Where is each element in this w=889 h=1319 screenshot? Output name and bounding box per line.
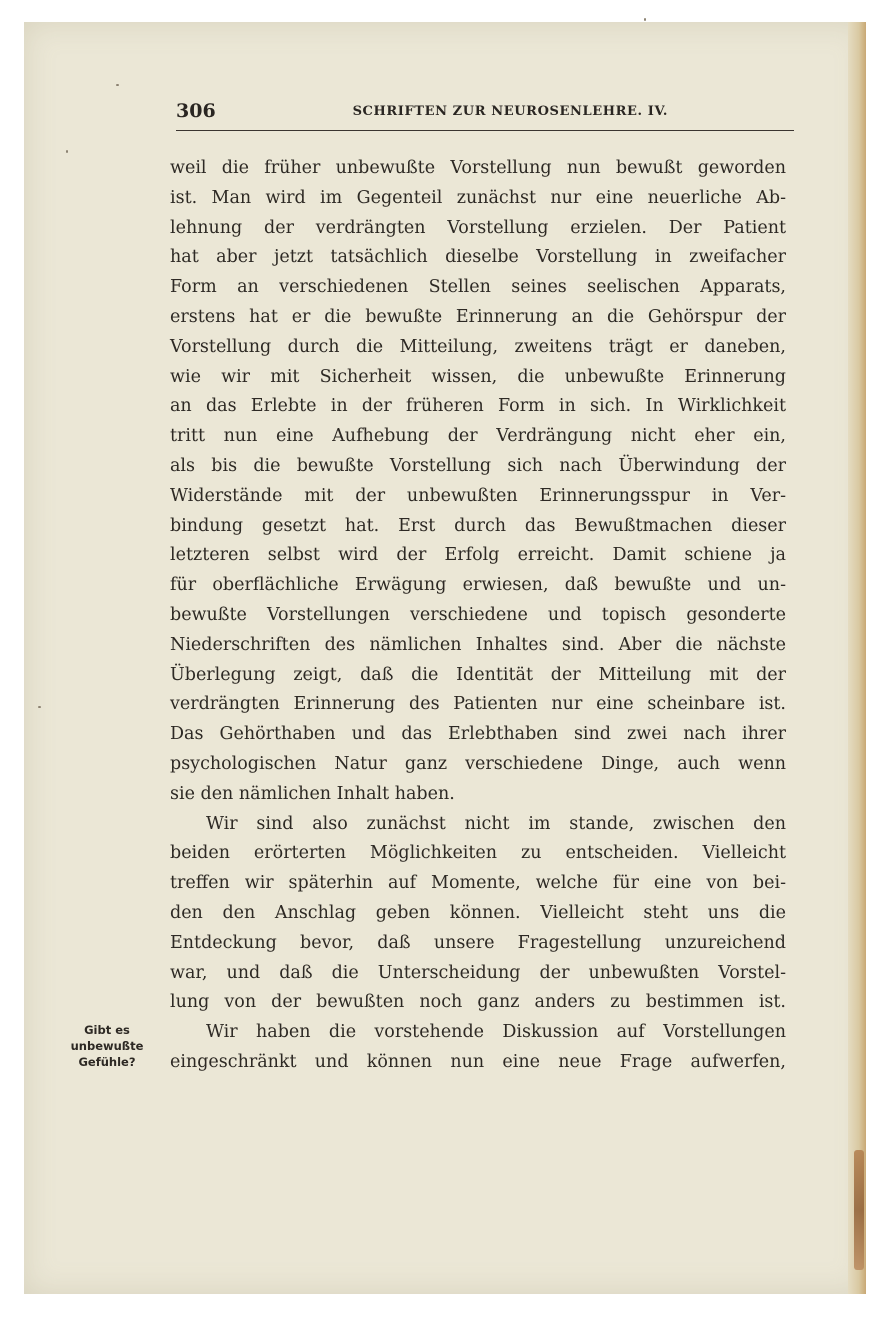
body-text bbox=[170, 154, 786, 1078]
text-line: treffen wir späterhin auf Momente, welche für eine von bei- bbox=[170, 873, 786, 894]
text-line: Vorstellung durch die Mitteilung, zweitens trägt er daneben, bbox=[170, 336, 786, 357]
text-line: an das Erlebte in der früheren Form in sich. In Wirklichkeit bbox=[170, 396, 786, 417]
running-head: SCHRIFTEN ZUR NEUROSENLEHRE. IV. bbox=[352, 104, 668, 119]
margin-note-line: unbewußte bbox=[70, 1039, 144, 1053]
text-line: lehnung der verdrängten Vorstellung erzielen. Der Patient bbox=[170, 217, 786, 238]
text-line: psychologischen Natur ganz verschiedene Dinge, auch wenn bbox=[170, 753, 786, 774]
paper-speck bbox=[116, 84, 119, 86]
paper-speck bbox=[644, 18, 646, 21]
page-edge bbox=[848, 22, 866, 1294]
text-line: tritt nun eine Aufhebung der Verdrängung nicht eher ein, bbox=[170, 426, 786, 447]
text-line: den den Anschlag geben können. Vielleicht steht uns die bbox=[170, 902, 786, 923]
paragraph-start-line: Wir sind also zunächst nicht im stande, zwischen den bbox=[206, 813, 786, 834]
margin-note-line: Gefühle? bbox=[78, 1055, 136, 1069]
margin-note-line: Gibt es bbox=[84, 1023, 130, 1037]
text-line: lung von der bewußten noch ganz anders zu bestimmen ist. bbox=[170, 992, 786, 1013]
paper-speck bbox=[38, 706, 41, 708]
text-line: Das Gehörthaben und das Erlebthaben sind zwei nach ihrer bbox=[170, 724, 786, 745]
paragraph-start-line: Wir haben die vorstehende Diskussion auf Vorstellungen bbox=[206, 1022, 786, 1043]
text-line: wie wir mit Sicherheit wissen, die unbewußte Erinnerung bbox=[170, 366, 786, 387]
text-line: Überlegung zeigt, daß die Identität der Mitteilung mit der bbox=[170, 664, 786, 685]
text-line: war, und daß die Unterscheidung der unbewußten Vorstel- bbox=[170, 962, 786, 983]
text-line: Niederschriften des nämlichen Inhaltes sind. Aber die nächste bbox=[170, 634, 786, 655]
page-edge-stain bbox=[854, 1150, 864, 1270]
text-line: Form an verschiedenen Stellen seines seelischen Apparats, bbox=[170, 277, 786, 298]
page-number: 306 bbox=[176, 100, 216, 122]
text-line: sie den nämlichen Inhalt haben. bbox=[170, 783, 455, 804]
text-line: für oberflächliche Erwägung erwiesen, daß bewußte und un- bbox=[170, 575, 786, 596]
text-line: bindung gesetzt hat. Erst durch das Bewußtmachen dieser bbox=[170, 515, 786, 536]
text-line: verdrängten Erinnerung des Patienten nur eine scheinbare ist. bbox=[170, 694, 786, 715]
text-line: weil die früher unbewußte Vorstellung nun bewußt geworden bbox=[170, 158, 786, 178]
text-line: erstens hat er die bewußte Erinnerung an die Gehörspur der bbox=[170, 306, 786, 327]
paper-speck bbox=[66, 150, 68, 153]
text-line: eingeschränkt und können nun eine neue Frage aufwerfen, bbox=[170, 1051, 786, 1072]
text-line: beiden erörterten Möglichkeiten zu entscheiden. Vielleicht bbox=[170, 843, 786, 864]
text-line: hat aber jetzt tatsächlich dieselbe Vorstellung in zweifacher bbox=[170, 247, 786, 268]
text-line: ist. Man wird im Gegenteil zunächst nur eine neuerliche Ab- bbox=[170, 187, 786, 208]
text-line: Widerstände mit der unbewußten Erinnerungsspur in Ver- bbox=[170, 485, 786, 506]
text-line: Entdeckung bevor, daß unsere Fragestellung unzureichend bbox=[170, 932, 786, 953]
text-line: bewußte Vorstellungen verschiedene und topisch gesonderte bbox=[170, 604, 786, 625]
text-line: letzteren selbst wird der Erfolg erreicht. Damit schiene ja bbox=[170, 545, 786, 566]
margin-note bbox=[62, 1022, 152, 1070]
text-line: als bis die bewußte Vorstellung sich nach Überwindung der bbox=[170, 455, 786, 476]
page-header bbox=[176, 100, 794, 131]
